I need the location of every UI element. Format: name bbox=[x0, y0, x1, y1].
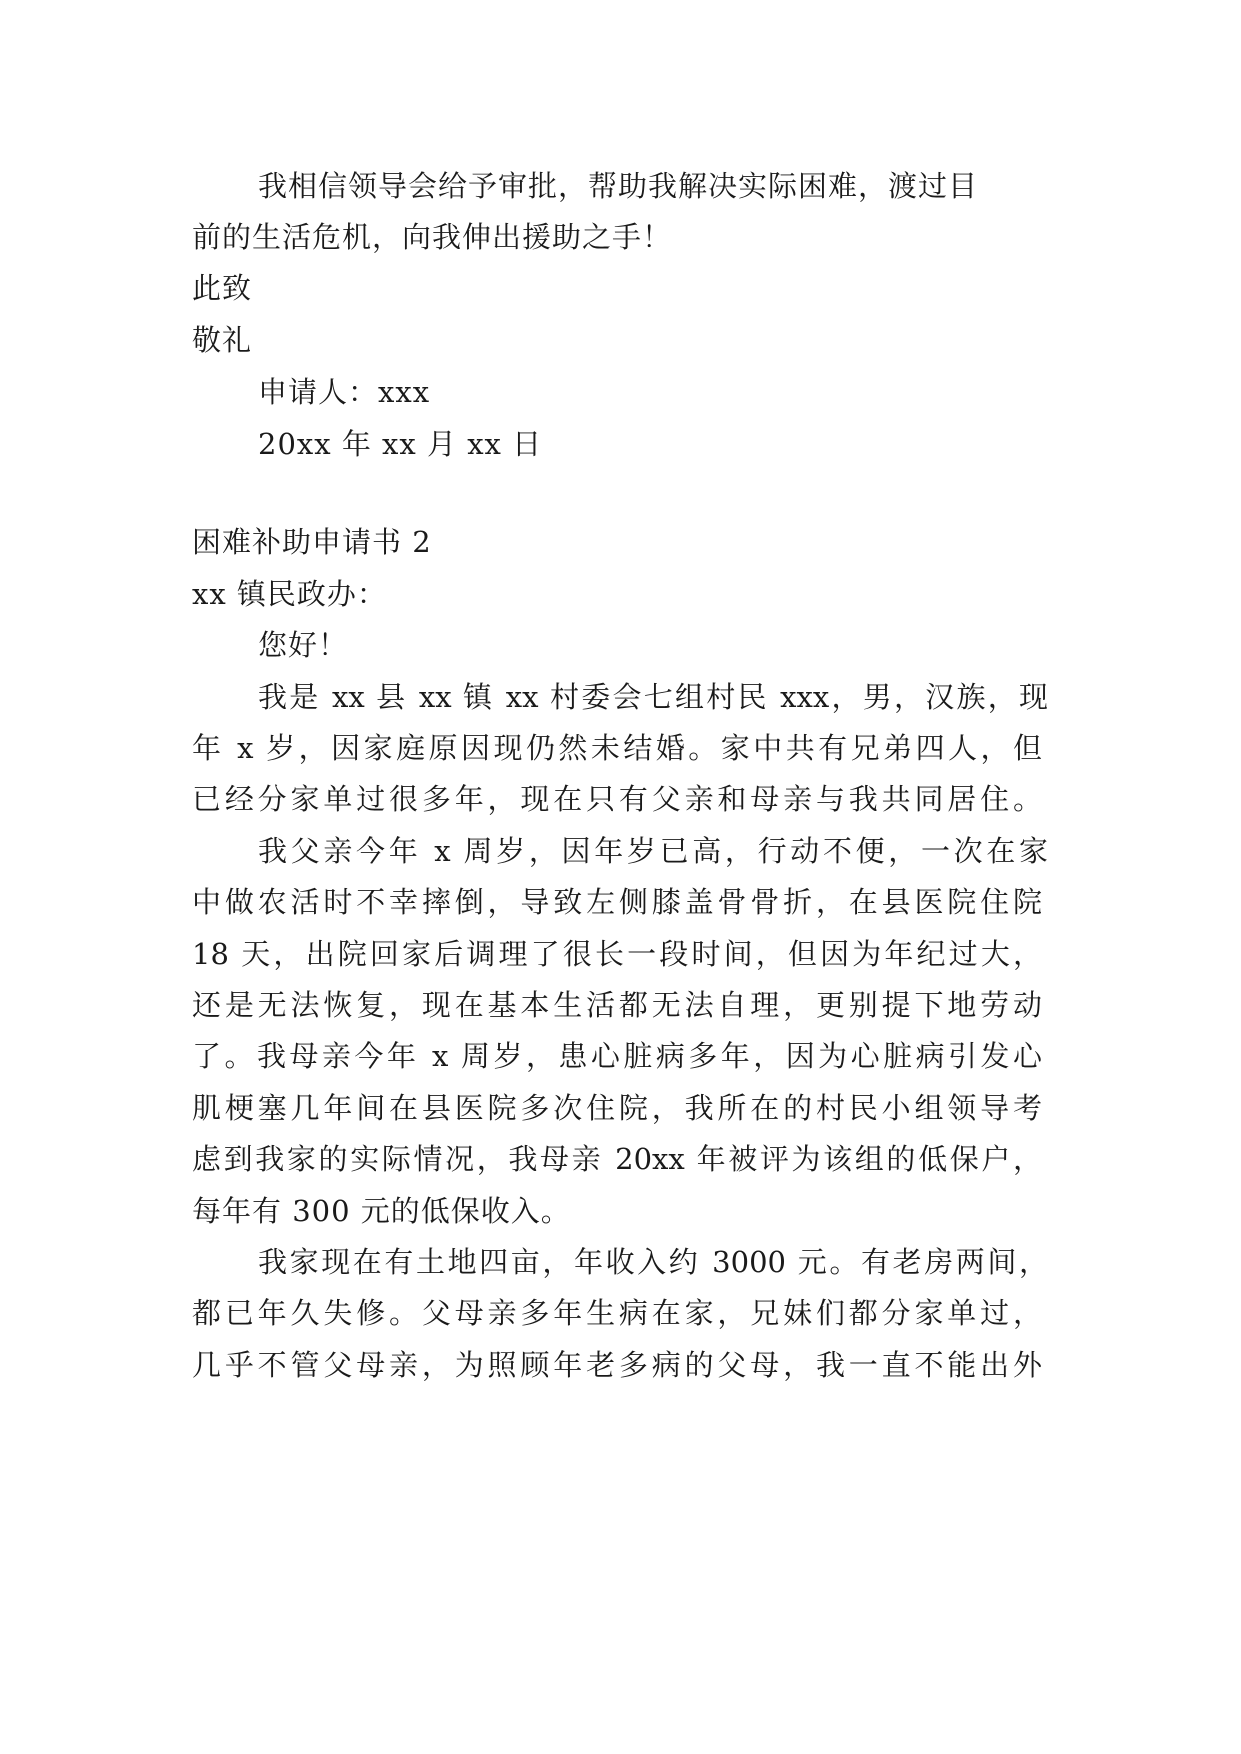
paragraph-line: 每年有 300 元的低保收入。 bbox=[192, 1194, 571, 1228]
paragraph-line: 我家现在有土地四亩，年收入约 3000 元。有老房两间， bbox=[258, 1245, 1048, 1279]
document-title: 困难补助申请书 2 bbox=[192, 525, 432, 559]
paragraph-line: 我是 xx 县 xx 镇 xx 村委会七组村民 xxx，男，汉族，现 bbox=[258, 680, 1048, 714]
paragraph-line: 了。我母亲今年 x 周岁，患心脏病多年，因为心脏病引发心 bbox=[192, 1039, 1042, 1073]
closing-paragraph-line: 前的生活危机，向我伸出援助之手！ bbox=[192, 220, 673, 254]
paragraph-line: 都已年久失修。父母亲多年生病在家，兄妹们都分家单过， bbox=[192, 1296, 1042, 1330]
applicant-signature: 申请人：xxx bbox=[258, 375, 431, 409]
application-date: 20xx 年 xx 月 xx 日 bbox=[258, 427, 543, 461]
greeting: 您好！ bbox=[258, 628, 349, 662]
salutation-cizhi: 此致 bbox=[192, 271, 253, 305]
paragraph-line: 我父亲今年 x 周岁，因年岁已高，行动不便，一次在家 bbox=[258, 834, 1048, 868]
paragraph-line: 虑到我家的实际情况，我母亲 20xx 年被评为该组的低保户， bbox=[192, 1142, 1042, 1176]
paragraph-line: 肌梗塞几年间在县医院多次住院，我所在的村民小组领导考 bbox=[192, 1091, 1042, 1125]
paragraph-line: 年 x 岁，因家庭原因现仍然未结婚。家中共有兄弟四人，但 bbox=[192, 731, 1042, 765]
paragraph-line: 18 天，出院回家后调理了很长一段时间，但因为年纪过大， bbox=[192, 937, 1042, 971]
addressee: xx 镇民政办： bbox=[192, 577, 387, 611]
paragraph-line: 中做农活时不幸摔倒，导致左侧膝盖骨骨折，在县医院住院 bbox=[192, 885, 1042, 919]
paragraph-line: 几乎不管父母亲，为照顾年老多病的父母，我一直不能出外 bbox=[192, 1348, 1042, 1382]
closing-paragraph-line: 我相信领导会给予审批，帮助我解决实际困难，渡过目 bbox=[258, 169, 979, 203]
paragraph-line: 已经分家单过很多年，现在只有父亲和母亲与我共同居住。 bbox=[192, 782, 1042, 816]
salutation-jingli: 敬礼 bbox=[192, 323, 253, 357]
paragraph-line: 还是无法恢复，现在基本生活都无法自理，更别提下地劳动 bbox=[192, 988, 1042, 1022]
